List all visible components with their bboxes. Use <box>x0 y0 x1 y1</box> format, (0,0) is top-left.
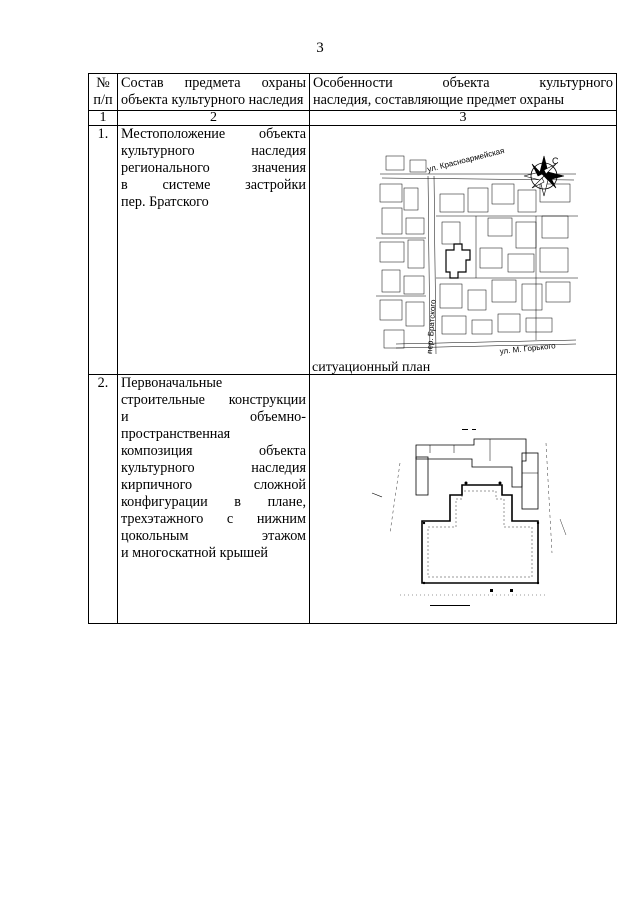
column-number: 1 <box>89 111 118 126</box>
description-line: композиция объекта <box>121 443 306 459</box>
floor-plan-cell <box>310 375 617 624</box>
row-number: 2. <box>89 375 118 624</box>
situational-plan-cell <box>310 126 617 375</box>
description-line: конфигурации в плане, <box>121 494 306 510</box>
header-features-line: наследия, составляющие предмет охраны <box>313 92 564 108</box>
description-line: трехэтажного с нижним <box>121 511 306 527</box>
description-line: культурного наследия <box>121 143 306 159</box>
page-number: 3 <box>316 40 324 56</box>
header-features-line: Особенности объекта культурного <box>313 75 613 91</box>
description-line: цокольным этажом <box>121 528 306 544</box>
situational-plan-caption: ситуационный план <box>312 360 431 375</box>
description-line: и многоскатной крышей <box>121 545 268 561</box>
description-line: культурного наследия <box>121 460 306 476</box>
description-line: кирпичного сложной <box>121 477 306 493</box>
row-number: 1. <box>89 126 118 375</box>
row-description <box>118 375 310 624</box>
description-line: пер. Братского <box>121 194 209 210</box>
description-line: регионального значения <box>121 160 306 176</box>
description-line: строительные конструкции <box>121 392 306 408</box>
description-line: Местоположение объекта <box>121 126 306 142</box>
row-description <box>118 126 310 375</box>
street-label-top: ул. Красноармейская <box>426 146 506 174</box>
description-line: пространственная <box>121 426 231 442</box>
description-line: Первоначальные <box>121 375 223 391</box>
description-line: и объемно- <box>121 409 306 425</box>
header-composition-line: Состав предмета охраны <box>121 75 306 91</box>
description-line: в системе застройки <box>121 177 306 193</box>
header-composition <box>118 74 310 111</box>
column-number: 3 <box>310 111 617 126</box>
header-features <box>310 74 617 111</box>
table-row <box>89 375 617 624</box>
street-label-left: пер. Братского <box>425 299 438 355</box>
compass-north-label: С <box>552 156 559 166</box>
column-number: 2 <box>118 111 310 126</box>
protection-table <box>88 73 617 624</box>
header-composition-line: объекта культурного наследия <box>121 92 304 108</box>
street-label-bottom: ул. М. Горького <box>499 341 557 356</box>
building-floor-plan <box>370 423 570 615</box>
situational-plan-map <box>376 144 578 360</box>
table-header-row <box>89 74 617 111</box>
column-numbering-row <box>89 111 617 126</box>
table-row <box>89 126 617 375</box>
header-number: № п/п <box>89 74 118 111</box>
